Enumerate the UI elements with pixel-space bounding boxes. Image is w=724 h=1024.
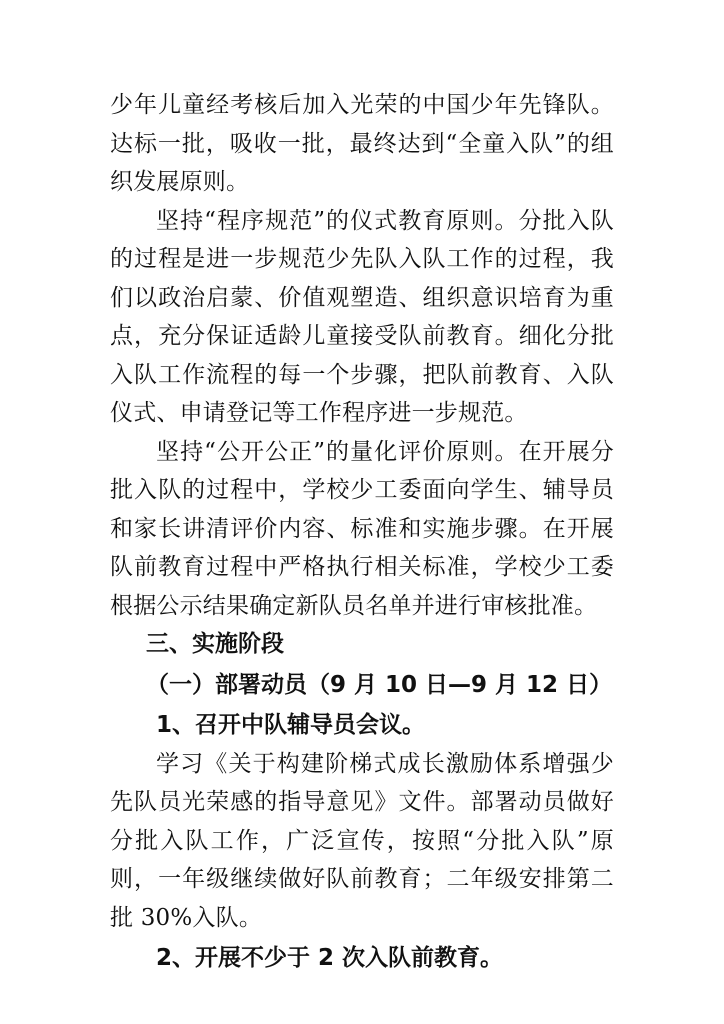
- paragraph-study-document: 学习《关于构建阶梯式成长激励体系增强少先队员光荣感的指导意见》文件。部署动员做好分批入队工作，广泛宣传，按照“分批入队”原则，一年级继续做好队前教育；二年级安排第二批 30%入队。: [110, 750, 614, 931]
- paragraph-continuation: 少年儿童经考核后加入光荣的中国少年先锋队。达标一批，吸收一批，最终达到“全童入队”的组织发展原则。: [110, 92, 614, 195]
- paragraph-evaluation-principle: 坚持“公开公正”的量化评价原则。在开展分批入队的过程中，学校少工委面向学生、辅导员和家长讲清评价内容、标准和实施步骤。在开展队前教育过程中严格执行相关标准，学校少工委根据公示结果确定新队员名单并进行审核批准。: [110, 438, 614, 619]
- subsection-heading-deployment: （一）部署动员（9 月 10 日—9 月 12 日）: [146, 671, 613, 698]
- item-heading-education: 2、开展不少于 2 次入队前教育。: [156, 945, 504, 971]
- section-heading-implementation: 三、实施阶段: [146, 631, 284, 657]
- item-heading-meeting: 1、召开中队辅导员会议。: [156, 712, 426, 738]
- paragraph-procedure-principle: 坚持“程序规范”的仪式教育原则。分批入队的过程是进一步规范少先队入队工作的过程，我们以政治启蒙、价值观塑造、组织意识培育为重点，充分保证适龄儿童接受队前教育。细化分批入队工作流程的每一个步骤，把队前教育、入队仪式、申请登记等工作程序进一步规范。: [110, 207, 614, 426]
